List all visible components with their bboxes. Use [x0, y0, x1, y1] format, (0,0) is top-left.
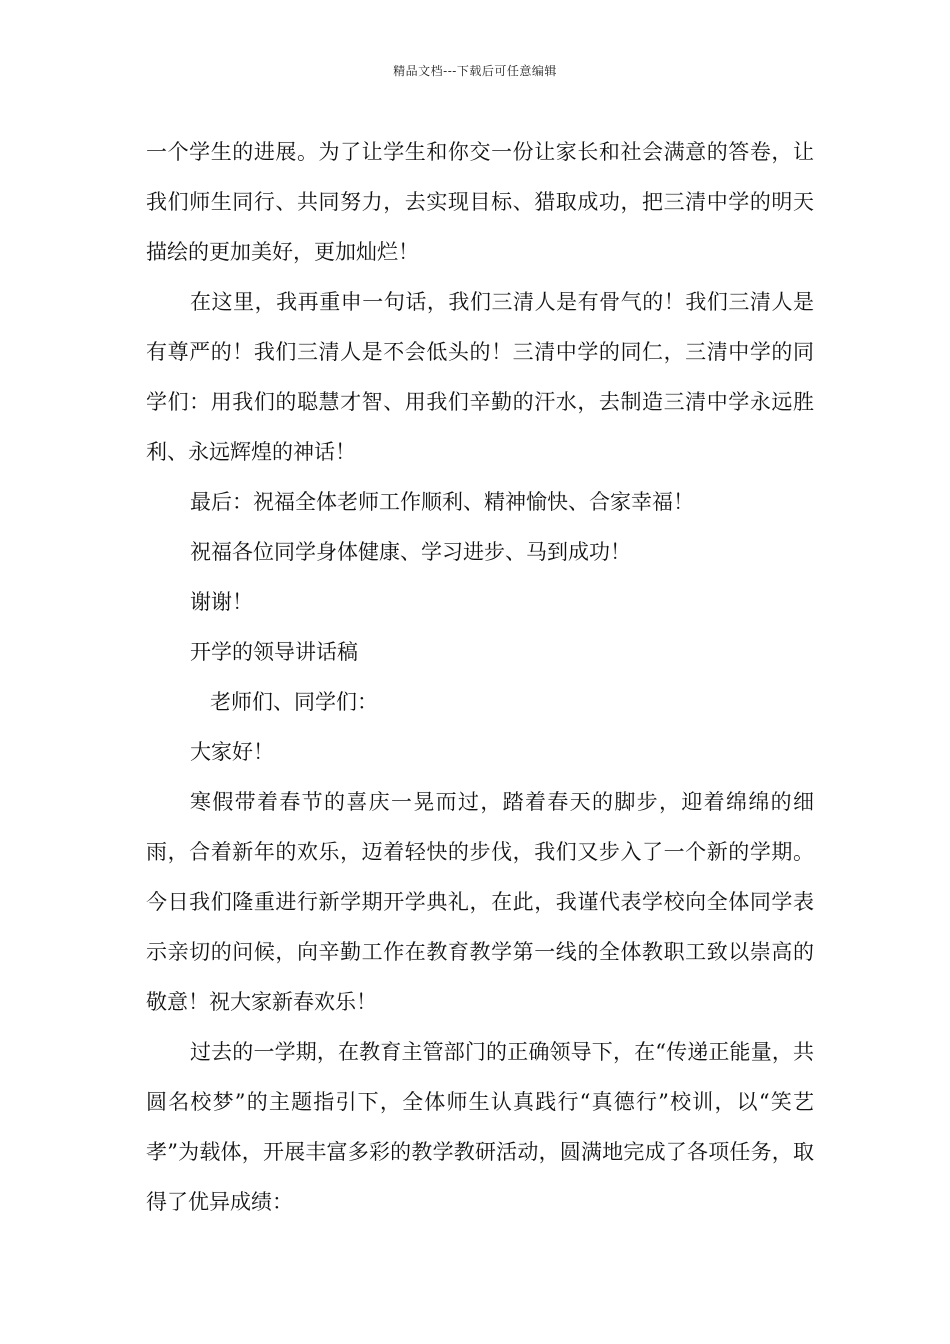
- paragraph-reaffirm: 在这里，我再重申一句话，我们三清人是有骨气的！我们三清人是有尊严的！我们三清人是不会低头的！三清中学的同仁，三清中学的同学们：用我们的聪慧才智、用我们辛勤的汗水，去制造三清中学永远胜利、永远辉煌的神话！: [146, 290, 814, 464]
- page-header: 精品文档---下载后可任意编辑: [393, 64, 557, 78]
- section-title: 开学的领导讲话稿: [190, 640, 358, 664]
- paragraph-wishes-students: 祝福各位同学身体健康、学习进步、马到成功！: [190, 540, 631, 564]
- paragraph-new-semester: 寒假带着春节的喜庆一晃而过，踏着春天的脚步，迎着绵绵的细雨，合着新年的欢乐，迈着轻快的步伐，我们又步入了一个新的学期。今日我们隆重进行新学期开学典礼，在此，我谨代表学校向全体同学表示亲切的问候，向辛勤工作在教育教学第一线的全体教职工致以崇高的敬意！祝大家新春欢乐！: [146, 790, 814, 1014]
- paragraph-past-semester: 过去的一学期，在教育主管部门的正确领导下，在“传递正能量，共圆名校梦”的主题指引下，全体师生认真践行“真德行”校训，以“笑艺孝”为载体，开展丰富多彩的教学教研活动，圆满地完成了各项任务，取得了优异成绩：: [146, 1040, 814, 1214]
- greeting-hello: 大家好！: [190, 740, 274, 764]
- document-body: [146, 127, 814, 1227]
- greeting-salutation: 老师们、同学们：: [210, 690, 378, 714]
- paragraph-wishes-teachers: 最后：祝福全体老师工作顺利、精神愉快、合家幸福！: [190, 490, 694, 514]
- paragraph-thanks: 谢谢！: [190, 590, 253, 614]
- paragraph-continuation: 一个学生的进展。为了让学生和你交一份让家长和社会满意的答卷，让我们师生同行、共同努力，去实现目标、猎取成功，把三清中学的明天描绘的更加美好，更加灿烂！: [146, 140, 814, 264]
